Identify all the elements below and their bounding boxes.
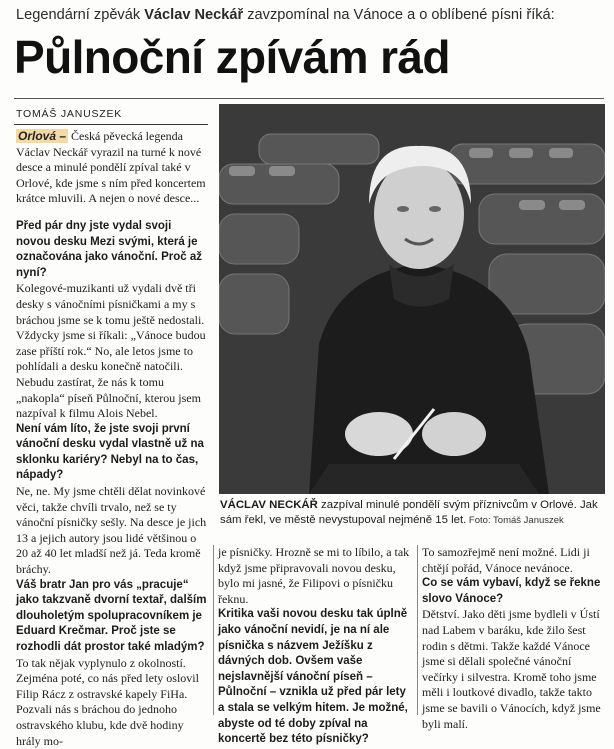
- column-2: [218, 545, 414, 748]
- dateline-place: Orlová –: [18, 129, 67, 143]
- byline: TOMÁŠ JANUSZEK: [16, 108, 123, 120]
- intro-paragraph: [16, 129, 208, 207]
- caption-text: zazpíval minulé pondělí svým příznivcům v Orlové. Jak sám řekl, ve městě nevystupoval nejméně 15 let.: [220, 499, 598, 526]
- portrait-photo: [219, 104, 605, 494]
- answer-4: To samozřejmě není možné. Lidi ji chtějí pořád, Vánoce nevánoce.: [422, 545, 590, 575]
- caption-name: VÁCLAV NECKÁŘ: [220, 499, 318, 511]
- answer-1: Kolegové-muzikanti už vydali dvě tři desky s vánočními písničkami a my s bráchou jsme se k tomu ještě nedostali. Vždycky jsme si říkali: „Vánoce budou zase příští rok.“ No, ale letos jsme to pohlídali a desku konečně natočili. Nebudu zastírat, že nás k tomu „nakopla“ píseň Půlnoční, kterou jsem nazpíval k filmu Alois Nebel.: [16, 281, 206, 421]
- byline-rule: [14, 124, 208, 125]
- kicker-post: zavzpomínal na Vánoce a o oblíbené písni říká:: [243, 7, 555, 23]
- question-4: Kritika vaši novou desku tak úplně jako vánoční nevidí, je na ní ale písnička s názvem Ježíšku z dávných dob. Ovšem vaše nejslavnější vánoční píseň – Půlnoční – vznikla už před pár lety a stala se velkým hitem. Je možné, abyste od té doby zpíval na koncertě bez této písničky?: [218, 608, 408, 746]
- headline-rule: [14, 98, 604, 99]
- intro-text: Česká pěvecká legenda Václav Neckář vyrazil na turné k nové desce a minulé pondělí zpíval také v Orlové, kde jsme s ním před koncertem krátce mluvili. A nejen o nové desce...: [16, 129, 206, 206]
- kicker: [16, 5, 606, 25]
- column-1: [16, 129, 208, 749]
- column-divider-2: [417, 545, 418, 715]
- question-3: Váš bratr Jan pro vás „pracuje“ jako takzvaně dvorní textař, dalším dlouholetým spolupracovníkem je Eduard Krečmar. Proč jste se rozhodli dát prostor také mladým?: [16, 578, 207, 653]
- answer-5: Dětství. Jako děti jsme bydleli v Ústí nad Labem v baráku, kde žilo šest rodin s dětmi. Takže každé Vánoce jsme si dělali společné vánoční večírky i silvestra. Kromě toho jsme měli i loutkové divadlo, takže takto jsme se bavili o Vánocích, když jsme byli malí.: [422, 607, 601, 731]
- kicker-name: Václav Neckář: [144, 7, 244, 23]
- question-1: Před pár dny jste vydal svoji novou desku Mezi svými, která je označována jako vánoční. Proč až nyní?: [16, 219, 202, 279]
- question-5: Co se vám vybaví, když se řekne slovo Vánoce?: [422, 577, 601, 605]
- headline: Půlnoční zpívám rád: [14, 31, 450, 83]
- column-divider-1: [213, 545, 214, 715]
- answer-2: Ne, ne. My jsme chtěli dělat novinkové věci, takže chvíli trvalo, než se ty vánoční písničky sešly. Na desce je jich 13 a jejich autory jsou lidé většinou o 20 až 40 let mladší než já. Teda kromě bráchy.: [16, 484, 207, 577]
- photo-image: [219, 104, 605, 494]
- caption-credit: Foto: Tomáš Januszek: [466, 515, 564, 526]
- question-2: Není vám líto, že jste svoji první vánoční desku vydal vlastně už na sklonku kariéry? Nebyl na to čas, nápady?: [16, 422, 204, 482]
- kicker-pre: Legendární zpěvák: [16, 7, 145, 23]
- answer-3: To tak nějak vyplynulo z okolností. Zejména poté, co nás před lety oslovil Filip Rácz z ostravské kapely FiHa. Pozvali nás s bráchou do jednoho ostravského klubu, kde dvě hodiny hrály mo-: [16, 655, 199, 748]
- column-3: [422, 545, 606, 732]
- answer-3-continued: je písničky. Hrozně se mi to líbilo, a tak když jsme připravovali novou desku, bylo mi jasné, že Filipovi o písničku řeknu.: [218, 545, 410, 606]
- photo-caption: [220, 498, 604, 528]
